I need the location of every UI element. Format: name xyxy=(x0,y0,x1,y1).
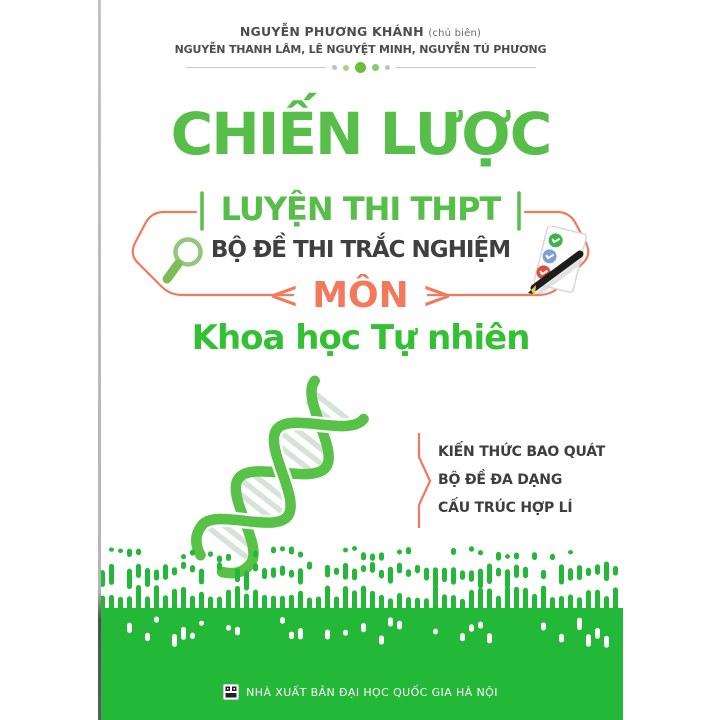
equalizer-dot-pattern xyxy=(98,545,623,655)
publisher-name: NHÀ XUẤT BẢN ĐẠI HỌC QUỐC GIA HÀ NỘI xyxy=(246,685,498,699)
title-sub: LUYỆN THI THPT xyxy=(220,190,501,228)
editor-name: NGUYỄN PHƯƠNG KHÁNH xyxy=(239,24,424,39)
series-title: BỘ ĐỀ THI TRẮC NGHIỆM xyxy=(210,237,511,263)
mon-text: MÔN xyxy=(312,275,409,316)
subject-title: Khoa học Tự nhiên xyxy=(191,318,530,358)
coauthors-line: NGUYỄN THANH LÂM, LÊ NGUYỆT MINH, NGUYỄN TÚ PHƯƠNG xyxy=(174,43,547,56)
publisher-logo xyxy=(223,684,239,700)
publisher-line xyxy=(98,684,623,700)
feature-list xyxy=(438,438,605,522)
mon-bracket-right: > xyxy=(421,273,454,317)
feature-item: KIẾN THỨC BAO QUÁT xyxy=(438,444,606,460)
front-cover xyxy=(98,0,623,720)
author-editor-line xyxy=(98,24,623,39)
mon-bracket-left: < xyxy=(267,273,300,317)
feature-item: BỘ ĐỀ ĐA DẠNG xyxy=(438,472,563,488)
title-main: CHIẾN LƯỢC xyxy=(170,100,551,168)
book-spine-edge xyxy=(98,0,101,720)
divider-dots xyxy=(98,62,623,73)
editor-role: (chủ biên) xyxy=(428,28,482,39)
mon-label xyxy=(98,272,623,316)
feature-item: CẤU TRÚC HỢP LÍ xyxy=(438,500,573,516)
